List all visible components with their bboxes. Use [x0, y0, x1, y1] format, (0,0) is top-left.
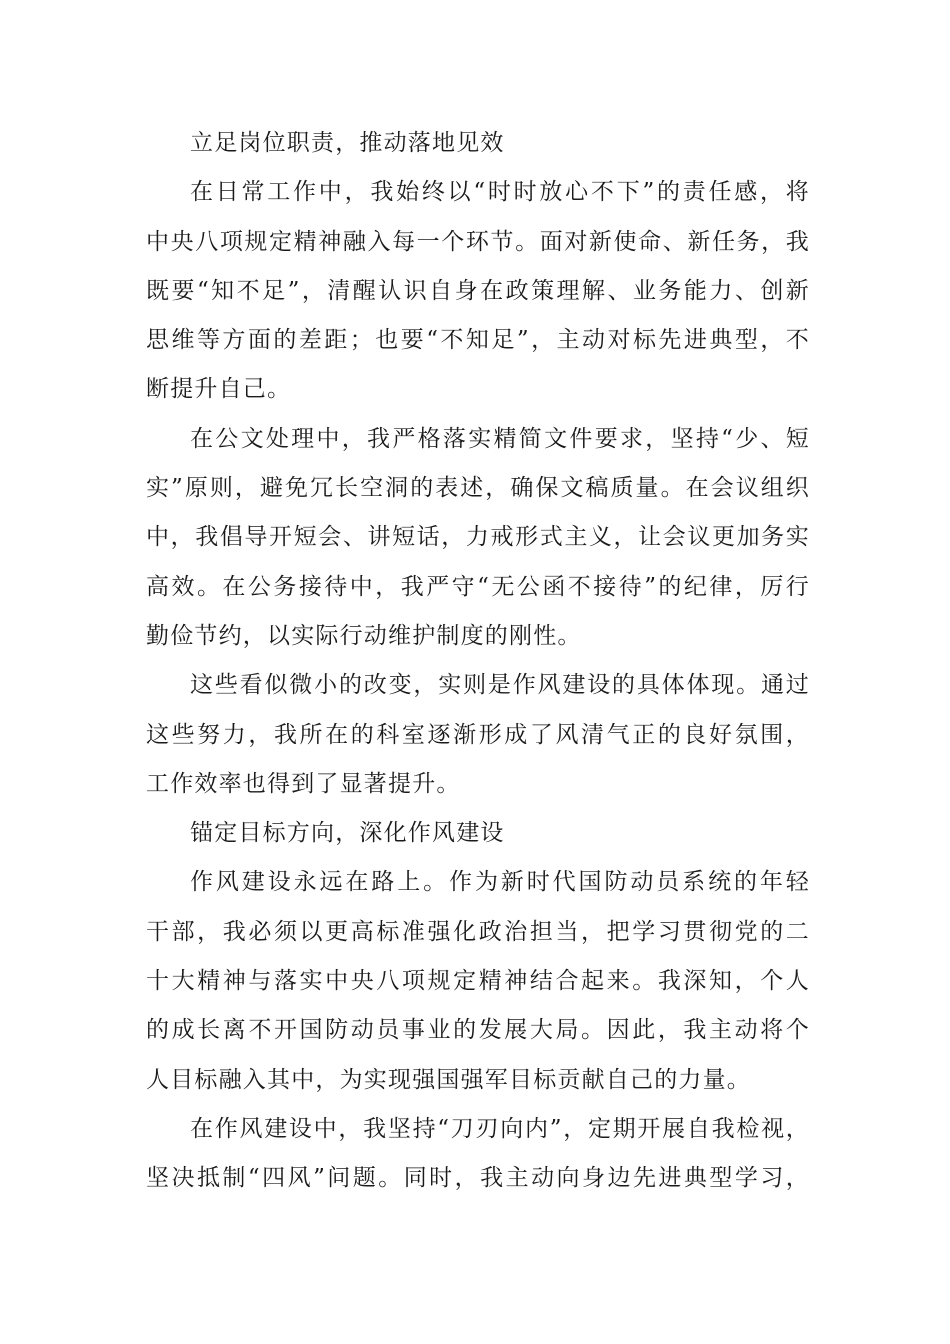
paragraph-line: 十大精神与落实中央八项规定精神结合起来。我深知，个人	[146, 968, 810, 995]
paragraph-line: 勤俭节约，以实际行动维护制度的刚性。	[146, 622, 582, 649]
paragraph-line: 断提升自己。	[146, 376, 292, 403]
paragraph-line: 高效。在公务接待中，我严守“无公函不接待”的纪律，厉行	[146, 573, 810, 600]
paragraph-line: 思维等方面的差距；也要“不知足”，主动对标先进典型，不	[146, 327, 810, 354]
document-page	[146, 119, 810, 1204]
paragraph-line: 人目标融入其中，为实现强国强军目标贡献自己的力量。	[146, 1066, 751, 1093]
paragraph-line: 这些看似微小的改变，实则是作风建设的具体体现。通过	[190, 672, 810, 699]
paragraph-line: 在公文处理中，我严格落实精简文件要求，坚持“少、短	[190, 425, 810, 452]
paragraph-line: 干部，我必须以更高标准强化政治担当，把学习贯彻党的二	[146, 918, 810, 945]
paragraph-line: 中央八项规定精神融入每一个环节。面对新使命、新任务，我	[146, 228, 810, 255]
paragraph-line: 实”原则，避免冗长空洞的表述，确保文稿质量。在会议组织	[146, 475, 810, 502]
paragraph-line: 既要“知不足”，清醒认识自身在政策理解、业务能力、创新	[146, 277, 810, 304]
paragraph-line: 在作风建设中，我坚持“刀刃向内”，定期开展自我检视，	[190, 1115, 810, 1142]
paragraph-line: 的成长离不开国防动员事业的发展大局。因此，我主动将个	[146, 1017, 810, 1044]
paragraph-line: 中，我倡导开短会、讲短话，力戒形式主义，让会议更加务实	[146, 524, 810, 551]
paragraph-line: 在日常工作中，我始终以“时时放心不下”的责任感，将	[190, 179, 810, 206]
paragraph-line: 这些努力，我所在的科室逐渐形成了风清气正的良好氛围，	[146, 721, 810, 748]
paragraph-line: 坚决抵制“四风”问题。同时，我主动向身边先进典型学习，	[146, 1165, 810, 1192]
paragraph-line: 作风建设永远在路上。作为新时代国防动员系统的年轻	[190, 869, 810, 896]
section-heading: 立足岗位职责，推动落地见效	[190, 130, 505, 156]
paragraph-line: 工作效率也得到了显著提升。	[146, 770, 461, 797]
section-heading: 锚定目标方向，深化作风建设	[190, 820, 505, 847]
